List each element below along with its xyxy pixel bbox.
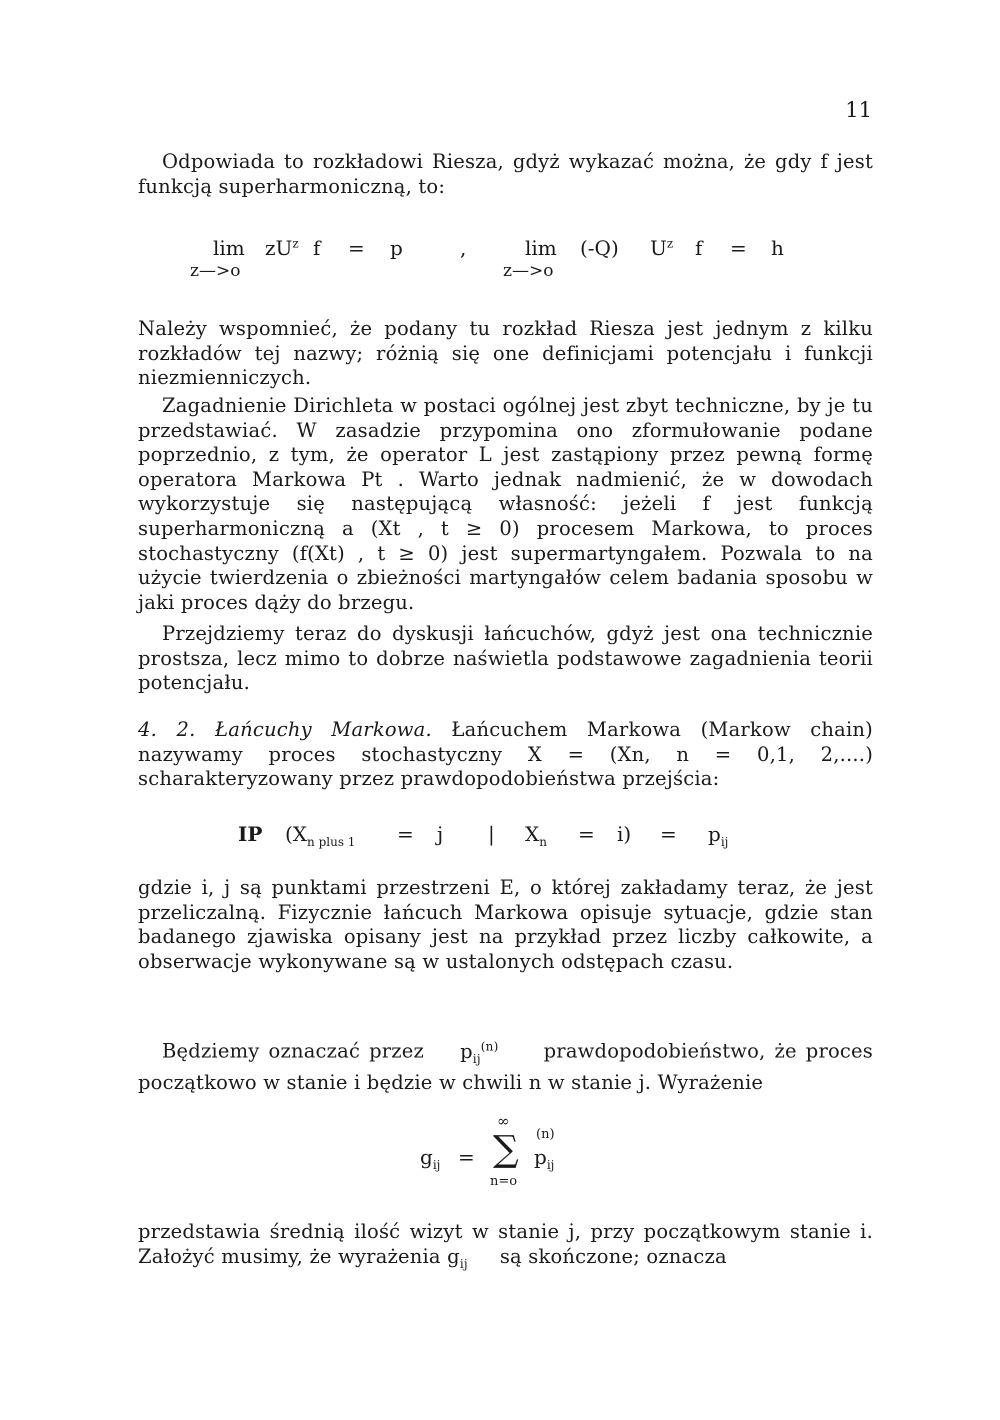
probability-symbol-sup: (n) <box>480 1039 499 1053</box>
section-text: Łańcuchem Markowa (Markow chain) nazywamy proces stochastyczny X = (Xn, n = 0,1, 2,....) scharakteryzowany przez prawdopodobieństwa przejścia: <box>138 718 873 791</box>
section-heading: 4. 2. Łańcuchy Markowa. <box>138 718 432 741</box>
paragraph-probability-before: Będziemy oznaczać przez <box>162 1039 424 1063</box>
formula3-lhs <box>420 1145 440 1172</box>
formula-expr-a <box>265 236 299 260</box>
formula-comma: , <box>460 236 467 260</box>
formula2-xn-text: X <box>525 822 540 846</box>
formula3-lhs-sub: ij <box>432 1158 441 1172</box>
formula-expr-b: (-Q) <box>580 236 619 260</box>
paragraph-space: gdzie i, j są punktami przestrzeni E, o której zakładamy teraz, że jest przeliczalną. Fizycznie łańcuch Markowa opisuje sytuacje, gdzie stan badanego zjawiska opisany jest na przykład przez liczby całkowite, a obserwacje wykonywane są w ustalonych odstępach czasu. <box>138 876 873 973</box>
paragraph-probability-after: prawdopodobieństwo, że proces początkowo w stanie i będzie w chwili n w stanie j. Wyrażenie <box>138 1039 873 1094</box>
formula2-xn-sub: n <box>539 835 547 849</box>
formula-sup-a: z <box>292 236 299 251</box>
formula3-p-text: p <box>534 1145 547 1169</box>
formula-eq-b: = <box>730 236 747 260</box>
formula-under-a: z—>o <box>190 261 241 281</box>
formula-expr-a-text: zU <box>265 236 293 260</box>
formula-f-b: f <box>695 236 703 260</box>
paragraph-intro: Odpowiada to rozkładowi Riesza, gdyż wykazać można, że gdy f jest funkcją superharmoniczną, to: <box>138 150 873 198</box>
formula3-bottom: n=o <box>490 1174 518 1189</box>
formula-f-a: f <box>313 236 321 260</box>
formula2-open-text: (X <box>285 822 308 846</box>
formula3-p-sub: ij <box>546 1158 555 1172</box>
page-number: 11 <box>845 98 872 122</box>
formula2-pij-sub: ij <box>720 835 729 849</box>
formula2-eq3: = <box>660 822 677 846</box>
formula-rhs-a: p <box>390 236 403 260</box>
formula-sup-b: z <box>666 236 674 251</box>
paragraph-chains: Przejdziemy teraz do dyskusji łańcuchów, gdyż jest ona technicznie prostsza, lecz mimo to dobrze naświetla podstawowe zagadnienia teorii potencjału. <box>138 622 873 695</box>
formula2-open <box>285 822 355 849</box>
section-markov <box>138 718 873 792</box>
paragraph-visits-after: są skończone; oznacza <box>499 1244 727 1268</box>
formula2-i: i) <box>617 822 632 846</box>
formula2-pij-text: p <box>708 822 721 846</box>
formula2-xn <box>525 822 547 849</box>
formula3-p-sup: (n) <box>536 1127 555 1142</box>
formula2-eq: = <box>397 822 414 846</box>
paragraph-visits-before: przedstawia średnią ilość wizyt w stanie j, przy początkowym stanie i. Założyć musimy, że wyrażenia <box>138 1220 873 1268</box>
paragraph-probability <box>138 1034 873 1096</box>
formula2-bar: | <box>488 822 495 846</box>
formula-eq-a: = <box>348 236 365 260</box>
visits-symbol-g: g <box>447 1244 460 1268</box>
formula2-sub: n plus 1 <box>307 835 356 849</box>
probability-symbol <box>460 1039 499 1066</box>
visits-symbol <box>447 1244 468 1271</box>
formula3-lhs-text: g <box>420 1145 433 1169</box>
formula3-top: ∞ <box>497 1112 510 1130</box>
formula3-p <box>534 1145 554 1172</box>
formula3-sigma: ∑ <box>493 1129 519 1170</box>
paragraph-riesza-note: Należy wspomnieć, że podany tu rozkład Riesza jest jednym z kilku rozkładów tej nazwy; różnią się one definicjami potencjału i funkcji niezmienniczych. <box>138 317 873 390</box>
formula-rhs-b: h <box>771 236 784 260</box>
formula-under-b: z—>o <box>503 261 554 281</box>
probability-symbol-p: p <box>460 1039 473 1063</box>
formula2-j: j <box>437 822 444 846</box>
formula-lim-b: lim <box>525 236 557 260</box>
formula2-eq2: = <box>578 822 595 846</box>
probability-symbol-sub: ij <box>472 1051 481 1066</box>
formula2-pij <box>708 822 728 849</box>
formula3-eq: = <box>458 1145 475 1169</box>
paragraph-visits <box>138 1220 873 1276</box>
visits-symbol-sub: ij <box>459 1256 468 1271</box>
formula-u-b-text: U <box>650 236 667 260</box>
paragraph-dirichlet: Zagadnienie Dirichleta w postaci ogólnej jest zbyt techniczne, by je tu przedstawiać. W zasadzie przypomina ono zformułowanie podane poprzednio, z tym, że operator L jest zastąpiony przez pewną formę operatora Markowa Pt . Warto jednak nadmienić, że w dowodach wykorzystuje się następującą własność: jeżeli f jest funkcją superharmoniczną a (Xt , t ≥ 0) procesem Markowa, to proces stochastyczny (f(Xt) , t ≥ 0) jest supermartyngałem. Pozwala to na użycie twierdzenia o zbieżności martyngałów celem badania sposobu w jaki proces dąży do brzegu. <box>138 394 873 614</box>
formula-lim-a: lim <box>213 236 245 260</box>
formula2-p: IP <box>238 822 263 846</box>
formula-u-b <box>650 236 673 260</box>
